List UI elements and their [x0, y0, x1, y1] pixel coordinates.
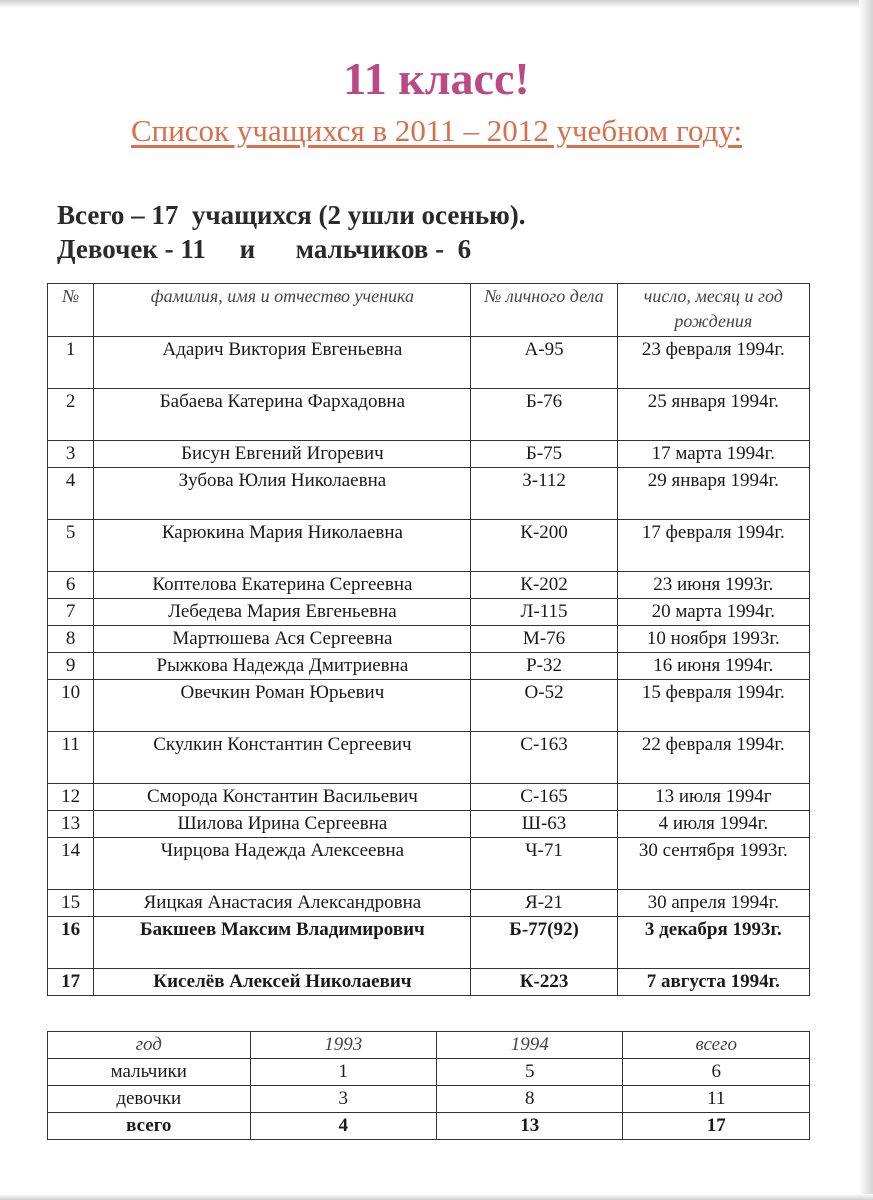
- row-date: 25 января 1994г.: [617, 389, 809, 441]
- page-title: 11 класс!: [343, 53, 530, 104]
- header-date: число, месяц и год рождения: [617, 284, 809, 337]
- row-num: 15: [48, 890, 94, 917]
- row-name: Сморода Константин Васильевич: [94, 784, 471, 811]
- scan-edge-top: [0, 0, 873, 8]
- stats-header-cell: 1993: [250, 1032, 436, 1059]
- table-row: [48, 784, 810, 811]
- table-row: [48, 890, 810, 917]
- table-row: [48, 811, 810, 838]
- row-num: 3: [48, 441, 94, 468]
- row-file: С-163: [471, 732, 617, 784]
- row-num: 1: [48, 337, 94, 389]
- students-table: [47, 283, 810, 996]
- page-subtitle: Список учащихся в 2011 – 2012 учебном году:: [130, 113, 743, 148]
- table-row: [48, 732, 810, 784]
- row-name: Адарич Виктория Евгеньевна: [94, 337, 471, 389]
- header-file: № личного дела: [471, 284, 617, 337]
- table-row: [48, 572, 810, 599]
- row-file: Б-76: [471, 389, 617, 441]
- row-name: Лебедева Мария Евгеньевна: [94, 599, 471, 626]
- stats-cell: мальчики: [48, 1059, 251, 1086]
- row-file: К-202: [471, 572, 617, 599]
- row-file: Р-32: [471, 653, 617, 680]
- header-num: №: [48, 284, 94, 337]
- row-date: 3 декабря 1993г.: [617, 917, 809, 969]
- row-date: 15 февраля 1994г.: [617, 680, 809, 732]
- row-num: 5: [48, 520, 94, 572]
- summary-gender: Девочек - 11 и мальчиков - 6: [57, 234, 472, 264]
- row-name: Зубова Юлия Николаевна: [94, 468, 471, 520]
- row-file: Л-115: [471, 599, 617, 626]
- row-file: З-112: [471, 468, 617, 520]
- stats-row: [48, 1059, 810, 1086]
- row-name: Бисун Евгений Игоревич: [94, 441, 471, 468]
- table-row: [48, 520, 810, 572]
- stats-cell: девочки: [48, 1086, 251, 1113]
- row-file: К-223: [471, 969, 617, 996]
- stats-cell: 3: [250, 1086, 436, 1113]
- table-row: [48, 337, 810, 389]
- stats-row: [48, 1086, 810, 1113]
- row-date: 20 марта 1994г.: [617, 599, 809, 626]
- row-name: Карюкина Мария Николаевна: [94, 520, 471, 572]
- table-row: [48, 468, 810, 520]
- row-file: Я-21: [471, 890, 617, 917]
- row-num: 6: [48, 572, 94, 599]
- row-name: Коптелова Екатерина Сергеевна: [94, 572, 471, 599]
- row-num: 9: [48, 653, 94, 680]
- table-row: [48, 653, 810, 680]
- row-date: 13 июля 1994г: [617, 784, 809, 811]
- row-date: 17 марта 1994г.: [617, 441, 809, 468]
- table-row: [48, 599, 810, 626]
- row-num: 8: [48, 626, 94, 653]
- row-date: 23 июня 1993г.: [617, 572, 809, 599]
- row-date: 29 января 1994г.: [617, 468, 809, 520]
- stats-cell: 13: [437, 1113, 623, 1140]
- stats-cell: всего: [48, 1113, 251, 1140]
- row-num: 16: [48, 917, 94, 969]
- stats-cell: 6: [623, 1059, 810, 1086]
- row-file: А-95: [471, 337, 617, 389]
- row-date: 17 февраля 1994г.: [617, 520, 809, 572]
- row-file: Б-75: [471, 441, 617, 468]
- stats-cell: 5: [437, 1059, 623, 1086]
- stats-cell: 4: [250, 1113, 436, 1140]
- row-name: Мартюшева Ася Сергеевна: [94, 626, 471, 653]
- table-row: [48, 917, 810, 969]
- row-file: С-165: [471, 784, 617, 811]
- stats-header: [48, 1032, 810, 1059]
- stats-header-cell: всего: [623, 1032, 810, 1059]
- table-row: [48, 838, 810, 890]
- row-num: 13: [48, 811, 94, 838]
- stats-cell: 17: [623, 1113, 810, 1140]
- row-name: Бакшеев Максим Владимирович: [94, 917, 471, 969]
- row-file: К-200: [471, 520, 617, 572]
- row-name: Яицкая Анастасия Александровна: [94, 890, 471, 917]
- stats-header-cell: 1994: [437, 1032, 623, 1059]
- row-num: 12: [48, 784, 94, 811]
- row-num: 4: [48, 468, 94, 520]
- row-date: 4 июля 1994г.: [617, 811, 809, 838]
- table-row: [48, 680, 810, 732]
- stats-cell: 8: [437, 1086, 623, 1113]
- row-name: Скулкин Константин Сергеевич: [94, 732, 471, 784]
- row-file: Ш-63: [471, 811, 617, 838]
- row-num: 17: [48, 969, 94, 996]
- row-name: Овечкин Роман Юрьевич: [94, 680, 471, 732]
- row-date: 7 августа 1994г.: [617, 969, 809, 996]
- row-file: Ч-71: [471, 838, 617, 890]
- scan-edge-bottom: [0, 1194, 873, 1200]
- row-date: 16 июня 1994г.: [617, 653, 809, 680]
- stats-table: [47, 1031, 810, 1140]
- row-date: 23 февраля 1994г.: [617, 337, 809, 389]
- row-num: 14: [48, 838, 94, 890]
- table-row: [48, 969, 810, 996]
- stats-cell: 1: [250, 1059, 436, 1086]
- row-name: Бабаева Катерина Фархадовна: [94, 389, 471, 441]
- stats-cell: 11: [623, 1086, 810, 1113]
- row-name: Шилова Ирина Сергеевна: [94, 811, 471, 838]
- row-file: М-76: [471, 626, 617, 653]
- row-num: 10: [48, 680, 94, 732]
- table-row: [48, 626, 810, 653]
- row-num: 7: [48, 599, 94, 626]
- table-row: [48, 389, 810, 441]
- header-name: фамилия, имя и отчество ученика: [94, 284, 471, 337]
- summary: [57, 198, 526, 266]
- row-num: 2: [48, 389, 94, 441]
- scan-edge-right: [859, 0, 873, 1200]
- row-file: О-52: [471, 680, 617, 732]
- row-file: Б-77(92): [471, 917, 617, 969]
- stats-header-cell: год: [48, 1032, 251, 1059]
- row-date: 30 сентября 1993г.: [617, 838, 809, 890]
- row-date: 10 ноября 1993г.: [617, 626, 809, 653]
- row-num: 11: [48, 732, 94, 784]
- stats-row: [48, 1113, 810, 1140]
- table-row: [48, 441, 810, 468]
- row-name: Киселёв Алексей Николаевич: [94, 969, 471, 996]
- row-date: 22 февраля 1994г.: [617, 732, 809, 784]
- row-name: Чирцова Надежда Алексеевна: [94, 838, 471, 890]
- students-table-header: [48, 284, 810, 337]
- row-name: Рыжкова Надежда Дмитриевна: [94, 653, 471, 680]
- row-date: 30 апреля 1994г.: [617, 890, 809, 917]
- summary-total: Всего – 17 учащихся (2 ушли осенью).: [57, 200, 526, 230]
